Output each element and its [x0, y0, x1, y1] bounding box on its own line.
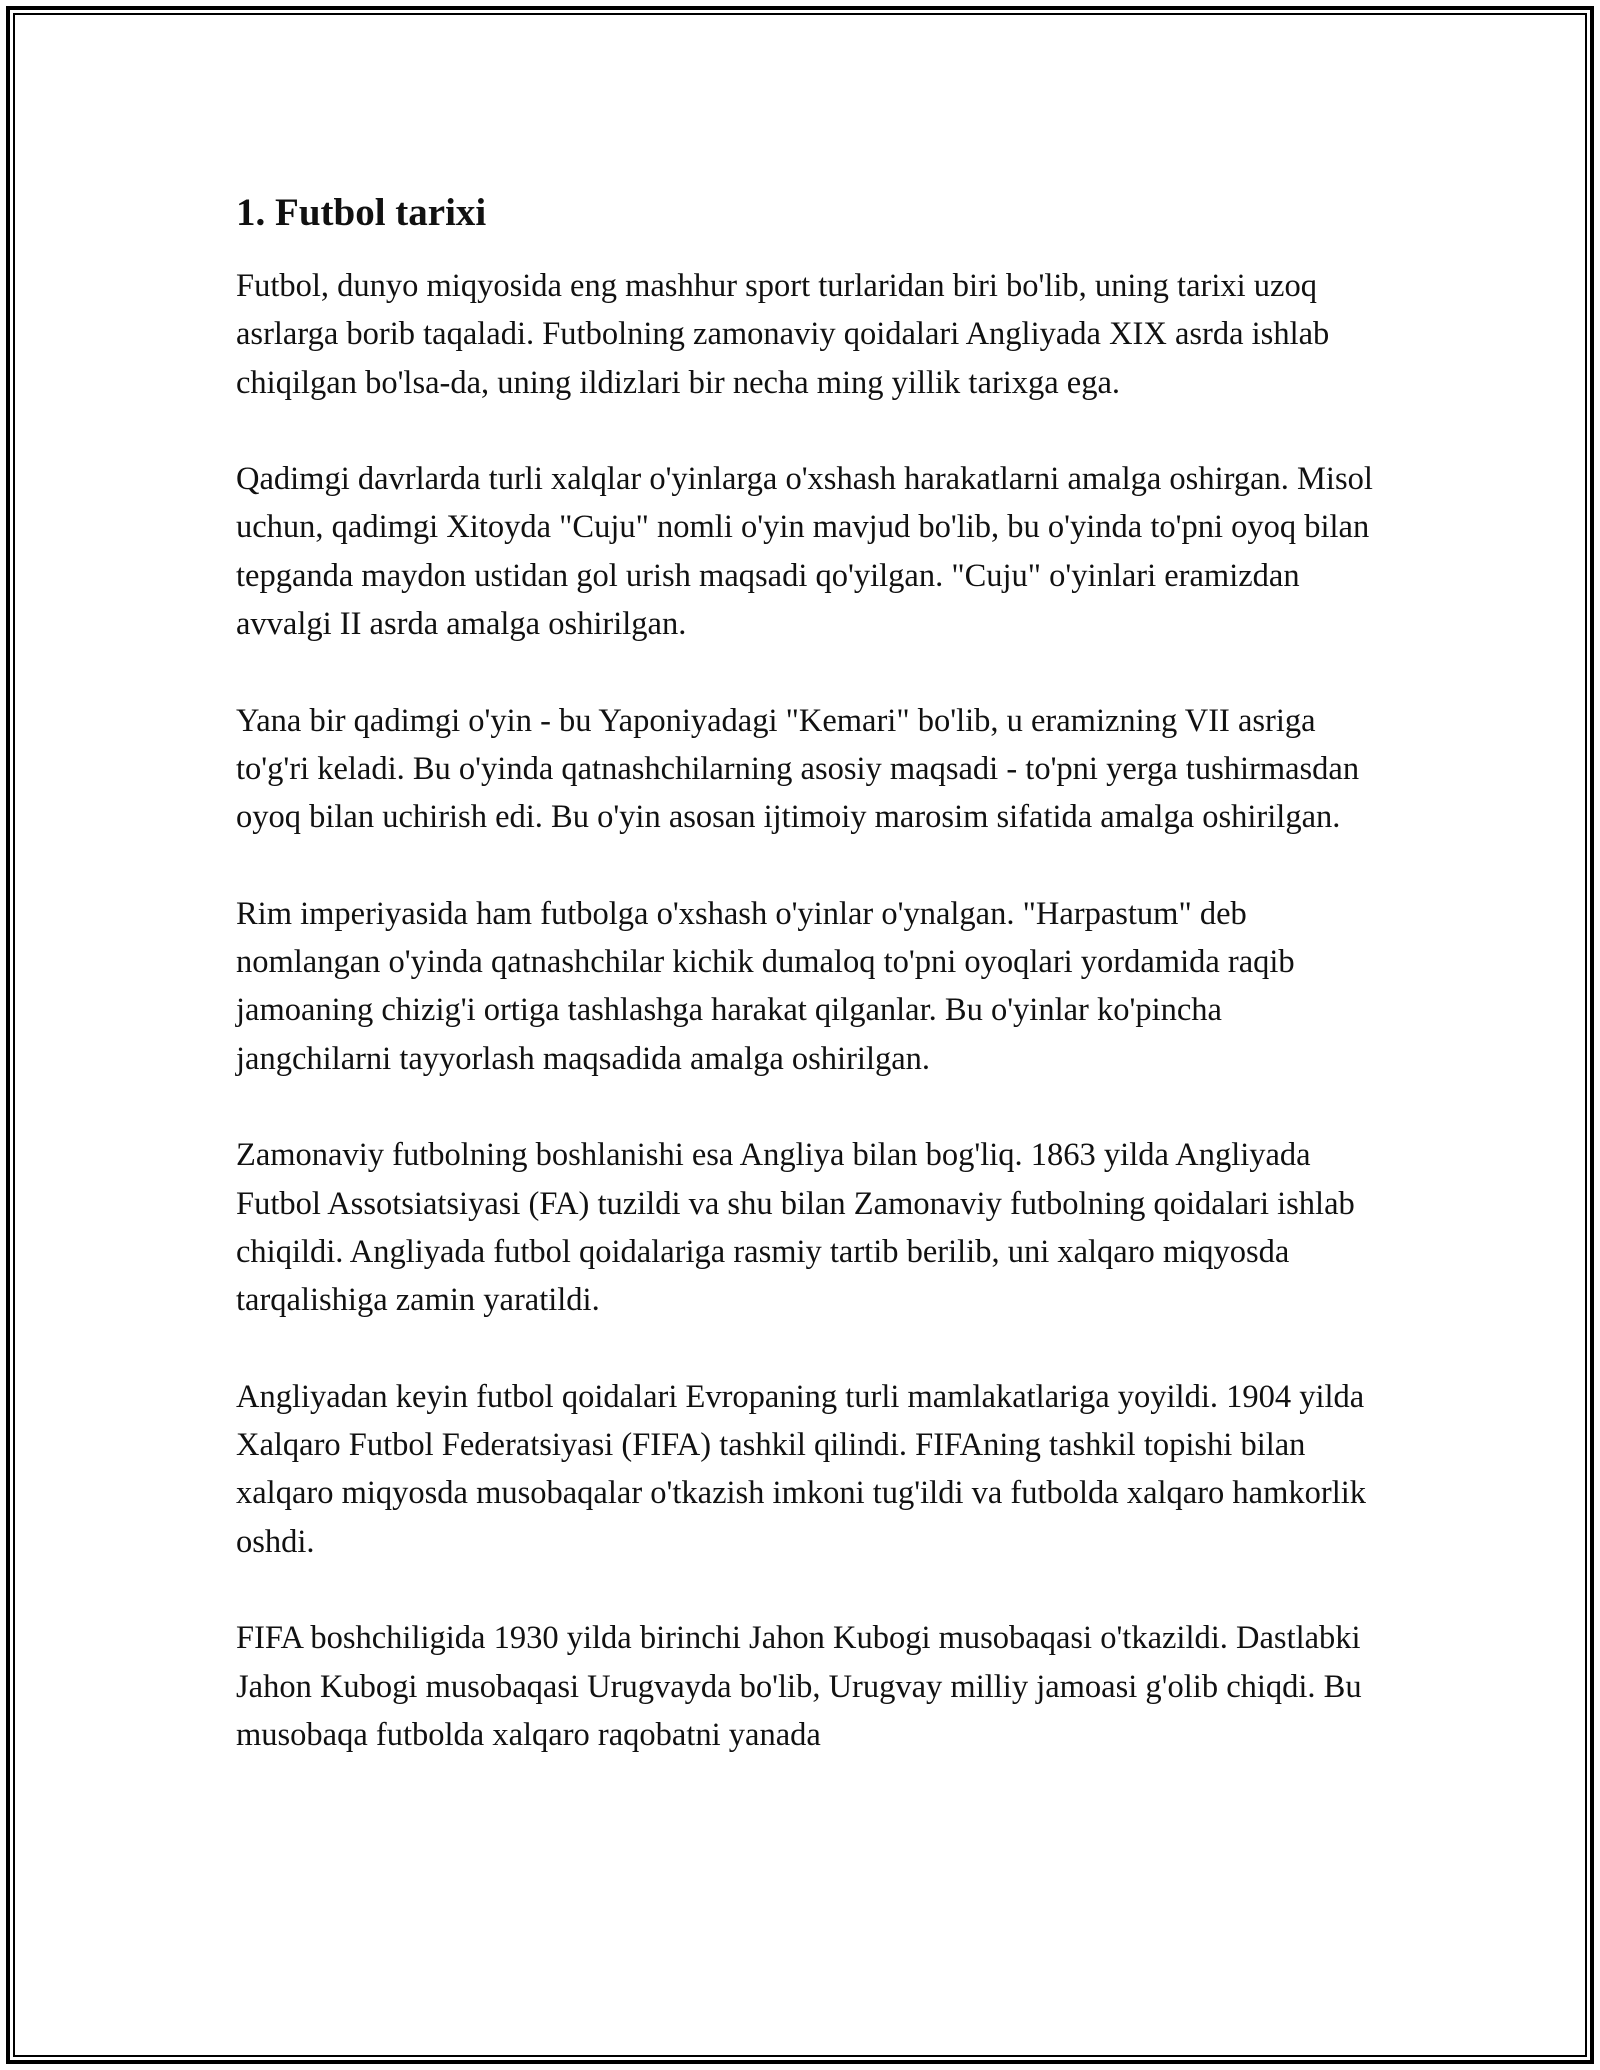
- paragraph-world-cup: FIFA boshchiligida 1930 yilda birinchi Jahon Kubogi musobaqasi o'tkazildi. Dastlabki Jahon Kubogi musobaqasi Urugvayda bo'lib, Urugvay milliy jamoasi g'olib chiqdi. Bu musobaqa futbolda xalqaro raqobatni yanada: [236, 1620, 1362, 1753]
- paragraph-intro: Futbol, dunyo miqyosida eng mashhur sport turlaridan biri bo'lib, uning tarixi uzoq asrlarga borib taqaladi. Futbolning zamonaviy qoidalari Angliyada XIX asrda ishlab chiqilgan bo'lsa-da, uning ildizlari bir necha ming yillik tarixga ega.: [236, 268, 1330, 401]
- paragraph-fifa: Angliyadan keyin futbol qoidalari Evropaning turli mamlakatlariga yoyildi. 1904 yilda Xalqaro Futbol Federatsiyasi (FIFA) tashkil qilindi. FIFAning tashkil topishi bilan xalqaro miqyosda musobaqalar o'tkazish imkoni tug'ildi va futbolda xalqaro hamkorlik oshdi.: [236, 1378, 1367, 1560]
- paragraph-fa: Zamonaviy futbolning boshlanishi esa Angliya bilan bog'liq. 1863 yilda Angliyada Futbol Assotsiatsiyasi (FA) tuzildi va shu bilan Zamonaviy futbolning qoidalari ishlab chiqildi. Angliyada futbol qoidalariga rasmiy tartib berilib, uni xalqaro miqyosda tarqalishiga zamin yaratildi.: [236, 1137, 1355, 1319]
- paragraph-kemari: Yana bir qadimgi o'yin - bu Yaponiyadagi "Kemari" bo'lib, u eramizning VII asriga to'g'ri keladi. Bu o'yinda qatnashchilarning asosiy maqsadi - to'pni yerga tushirmasdan oyoq bilan uchirish edi. Bu o'yin asosan ijtimoiy marosim sifatida amalga oshirilgan.: [236, 702, 1360, 836]
- section-heading: 1. Futbol tarixi: [236, 191, 487, 234]
- paragraph-cuju: Qadimgi davrlarda turli xalqlar o'yinlarga o'xshash harakatlarni amalga oshirgan. Misol uchun, qadimgi Xitoyda "Cuju" nomli o'yin mavjud bo'lib, bu o'yinda to'pni oyoq bilan tepganda maydon ustidan gol urish maqsadi qo'yilgan. "Cuju" o'yinlari eramizdan avvalgi II asrda amalga oshirilgan.: [236, 461, 1373, 643]
- document-body: [236, 186, 1376, 1808]
- paragraph-harpastum: Rim imperiyasida ham futbolga o'xshash o'yinlar o'ynalgan. "Harpastum" deb nomlangan o'yinda qatnashchilar kichik dumaloq to'pni oyoqlari yordamida raqib jamoaning chizig'i ortiga tashlashga harakat qilganlar. Bu o'yinlar ko'pincha jangchilarni tayyorlash maqsadida amalga oshirilgan.: [236, 895, 1295, 1077]
